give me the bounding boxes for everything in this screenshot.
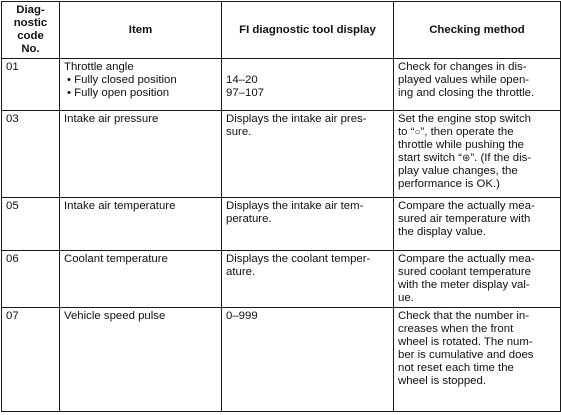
method-cell <box>394 198 561 250</box>
header-code-line: code <box>17 30 44 42</box>
method-line <box>398 126 556 139</box>
method-line: wheel is stopped. <box>398 374 487 387</box>
method-fragment: ”. (If the dis- <box>470 152 532 165</box>
item-cell <box>60 59 222 111</box>
display-open-range: 97–107 <box>226 87 265 99</box>
method-cell <box>394 111 561 198</box>
start-switch-symbol-icon: ⊛ <box>461 153 471 165</box>
sub-item-fully-closed: • Fully closed position <box>64 74 217 87</box>
display-spacer <box>226 61 389 74</box>
method-line: the display value. <box>398 226 487 239</box>
item-cell: Coolant temperature <box>60 250 222 307</box>
method-line: wheel is rotated. The num- <box>398 335 533 348</box>
code-cell: 07 <box>2 307 60 411</box>
header-diagnostic-code <box>2 2 60 59</box>
display-cell <box>222 59 394 111</box>
table-row <box>2 111 561 198</box>
method-line: Compare the actually mea- <box>398 200 535 213</box>
engine-run-symbol-icon: ○ <box>414 127 421 139</box>
display-line: Displays the intake air pres- <box>226 113 367 126</box>
method-line: sured coolant temperature <box>398 265 531 278</box>
display-line: ature. <box>226 265 256 278</box>
method-line: with the meter display val- <box>398 278 530 291</box>
item-cell: Intake air temperature <box>60 198 222 250</box>
sub-item-fully-open: • Fully open position <box>64 87 217 100</box>
method-line: throttle while pushing the <box>398 139 525 152</box>
method-line: creases when the front <box>398 322 514 335</box>
method-line: ber is cumulative and does <box>398 348 534 361</box>
method-line: performance is OK.) <box>398 178 500 191</box>
method-line: played values while open- <box>398 74 530 86</box>
method-fragment: start switch “ <box>398 152 462 165</box>
method-line: Check for changes in dis- <box>398 61 527 73</box>
method-cell <box>394 250 561 307</box>
item-cell: Intake air pressure <box>60 111 222 198</box>
method-line: play value changes, the <box>398 165 518 178</box>
code-cell: 03 <box>2 111 60 198</box>
display-cell <box>222 307 394 411</box>
method-cell <box>394 307 561 411</box>
method-line <box>398 152 556 165</box>
display-line: sure. <box>226 126 252 139</box>
header-checking-method: Checking method <box>394 2 561 59</box>
method-fragment: to “ <box>398 126 415 139</box>
method-line: Set the engine stop switch <box>398 113 531 126</box>
display-cell <box>222 198 394 250</box>
header-item: Item <box>60 2 222 59</box>
code-cell: 06 <box>2 250 60 307</box>
method-line: Compare the actually mea- <box>398 252 535 265</box>
method-cell <box>394 59 561 111</box>
display-line: 0–999 <box>226 309 258 322</box>
item-label: Throttle angle <box>64 61 134 73</box>
display-line: perature. <box>226 213 272 226</box>
header-code-line: nostic <box>13 17 48 29</box>
header-code-line: No. <box>21 43 40 55</box>
display-line: Displays the intake air tem- <box>226 200 364 213</box>
display-cell <box>222 250 394 307</box>
diagnostic-code-table <box>1 1 561 412</box>
display-line: Displays the coolant temper- <box>226 252 371 265</box>
method-fragment: ”, then operate the <box>420 126 514 139</box>
item-cell: Vehicle speed pulse <box>60 307 222 411</box>
method-line: not reset each time the <box>398 361 514 374</box>
code-cell: 05 <box>2 198 60 250</box>
table-row <box>2 59 561 111</box>
display-cell <box>222 111 394 198</box>
table-row <box>2 198 561 250</box>
header-fi-display: FI diagnostic tool display <box>222 2 394 59</box>
code-cell: 01 <box>2 59 60 111</box>
table-header-row <box>2 2 561 59</box>
method-line: sured air temperature with <box>398 213 531 226</box>
method-line: Check that the number in- <box>398 309 530 322</box>
header-code-line: Diag- <box>16 4 45 16</box>
method-line: ing and closing the throttle. <box>398 87 535 99</box>
table-row <box>2 250 561 307</box>
method-line: ue. <box>398 291 414 304</box>
table-row <box>2 307 561 411</box>
display-closed-range: 14–20 <box>226 74 258 86</box>
